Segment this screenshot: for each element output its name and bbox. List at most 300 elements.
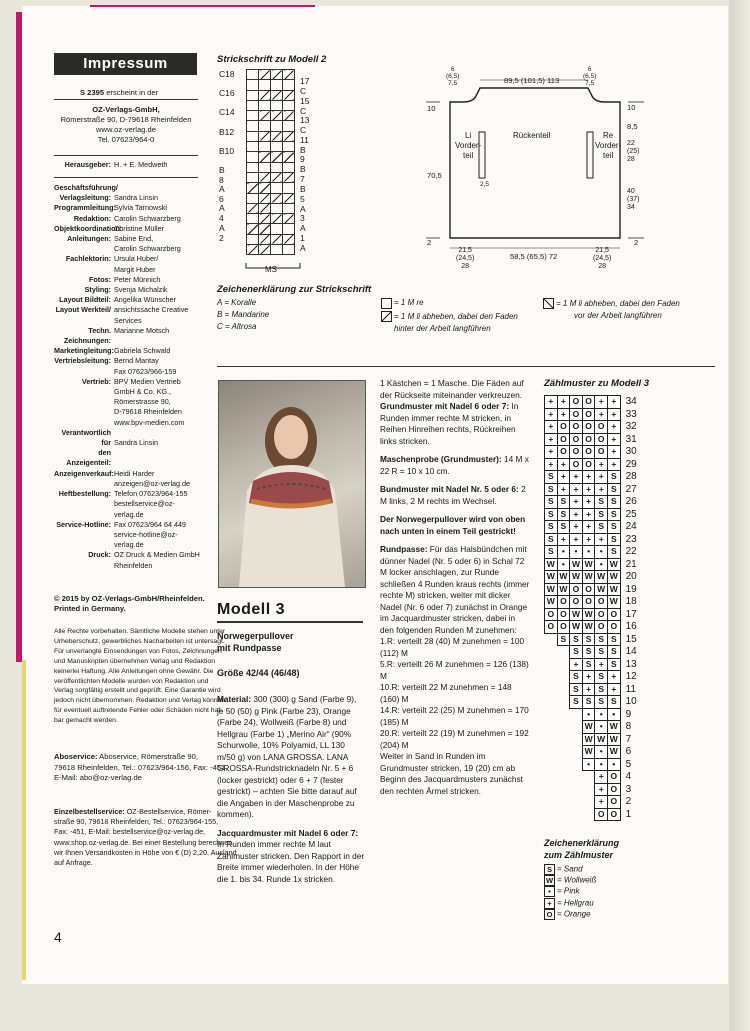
strick-cell — [247, 183, 259, 193]
strick-cell — [259, 142, 271, 152]
zaehlmuster-row-number: 29 — [625, 458, 637, 470]
staff-value: OZ Druck & Medien GmbH Rheinfelden — [114, 550, 200, 570]
zaehlmuster-cell: • — [594, 745, 608, 759]
strick-row-label: A 4 — [219, 203, 225, 224]
strick-cell — [271, 131, 283, 141]
staff-row — [54, 183, 204, 193]
staff-value: Svenja Michalzik — [114, 285, 168, 295]
strick-cell — [259, 121, 271, 131]
dim-side-10-right: 10 — [627, 103, 636, 112]
zaehlmuster-cell: O — [607, 770, 621, 784]
zaehlmuster-cell: S — [544, 495, 558, 509]
zaehlmuster-row-number: 26 — [625, 496, 637, 507]
publisher-block: OZ-Verlags-GmbH, Römerstraße 90, D-79618 Rheinfelden www.oz-verlag.de Tel. 07623/964-0 — [60, 105, 192, 145]
zaehlmuster-cell: + — [594, 395, 608, 409]
strick-cell — [247, 152, 259, 162]
zaehlmuster-cell: O — [594, 445, 608, 459]
zaehlmuster-cell: S — [569, 683, 583, 697]
modell-size: Größe 42/44 (46/48) — [217, 668, 300, 678]
label-back: Rückenteil — [513, 131, 551, 140]
staff-role: Marketingleitung: — [54, 346, 114, 356]
slip-back-symbol — [381, 311, 392, 322]
staff-list — [54, 183, 204, 571]
legend-item — [544, 875, 596, 886]
zaehlmuster-cell: S — [594, 520, 608, 534]
zaehlmuster-cell: O — [569, 420, 583, 434]
strick-cell — [247, 111, 259, 121]
dim-bottom-2-right: 2 — [634, 238, 639, 247]
zaehlmuster-cell: O — [582, 420, 596, 434]
legend-item — [544, 864, 583, 875]
strick-row-label: 3 A — [300, 213, 306, 234]
staff-row — [54, 305, 204, 325]
zaehlmuster-cell: S — [544, 470, 558, 484]
zaehlmuster-cell: S — [607, 658, 621, 672]
zaehlmuster-cell: + — [594, 483, 608, 497]
strick-cell — [271, 193, 283, 203]
page-number: 4 — [54, 929, 62, 945]
strick-cell — [259, 111, 271, 121]
strick-cell — [247, 100, 259, 110]
zaehlmuster-cell: + — [594, 470, 608, 484]
staff-row — [54, 489, 204, 520]
zaehlmuster-cell: W — [582, 570, 596, 584]
zaehlmuster-row-number: 5 — [625, 758, 632, 770]
zaehlmuster-row-number: 4 — [625, 771, 632, 782]
staff-role: Anzeigenverkauf: — [54, 468, 114, 478]
zaehlmuster-cell: W — [607, 558, 621, 572]
staff-role: Layout Werkteil/ — [55, 305, 111, 315]
zaehlmuster-cell: W — [582, 720, 596, 734]
staff-role: Service-Hotline: — [56, 519, 111, 529]
zaehlmuster-row-number: 31 — [625, 433, 637, 445]
staff-row — [54, 203, 204, 213]
zaehlmuster-cell: W — [607, 720, 621, 734]
strick-cell — [271, 172, 283, 182]
strick-cell — [283, 214, 295, 224]
strick-cell — [271, 162, 283, 172]
dim-side-22: 22 (25) 28 — [627, 140, 640, 163]
staff-role: Redaktion: — [73, 213, 111, 223]
dim-side-85: 8,5 — [627, 122, 638, 131]
strick-cell — [259, 183, 271, 193]
legend-text: = Orange — [557, 909, 591, 919]
strick-cell — [283, 70, 295, 80]
zaehlmuster-row-number: 24 — [625, 521, 637, 532]
zaehlmuster-row-number: 16 — [625, 621, 637, 632]
zaehlmuster-cell: S — [594, 695, 608, 709]
zaehlmuster-cell: S — [557, 520, 571, 534]
dim-bottom-middle: 58,5 (65,5) 72 — [510, 252, 558, 261]
zaehlmuster-cell: O — [594, 808, 608, 822]
impressum-heading: Impressum — [54, 53, 197, 75]
staff-value: BPV Medien Vertrieb GmbH & Co. KG., Römerstrasse 90, D-79618 Rheinfelden www.bpv-medien.com — [114, 376, 185, 427]
strick-cell — [259, 80, 271, 90]
zaehlmuster-row-number: 8 — [625, 721, 632, 732]
zaehlmuster-cell: + — [569, 483, 583, 497]
strick-cell — [259, 131, 271, 141]
zaehlmuster-cell: S — [569, 633, 583, 647]
page-edge-shadow — [729, 0, 750, 1031]
dim-shoulder-right: 6 (6,5) 7,5 — [583, 66, 597, 87]
zaehlmuster-cell: O — [569, 458, 583, 472]
zaehlmuster-cell: + — [607, 670, 621, 684]
zaehlmuster-cell: + — [594, 658, 608, 672]
zaehlmuster-cell: + — [582, 495, 596, 509]
strick-cell — [283, 121, 295, 131]
zaehlmuster-cell: • — [594, 720, 608, 734]
legend-sym3: = 1 M li abheben, dabei den Faden vor der Arbeit langführen — [556, 299, 680, 320]
top-pink-line — [90, 5, 315, 7]
zaehlmuster-row-number: 27 — [625, 483, 637, 495]
strick-cell — [271, 70, 283, 80]
zaehlmuster-cell: O — [582, 408, 596, 422]
staff-value: Sandra Linsin — [114, 193, 158, 203]
staff-role: Verlagsleitung: — [59, 193, 111, 203]
herausgeber-line: Herausgeber: H. + E. Medweth — [64, 160, 168, 169]
dim-side-10-left: 10 — [427, 104, 436, 113]
section-divider — [217, 366, 715, 367]
zaehlmuster-cell: + — [594, 533, 608, 547]
zaehlmuster-cell: W — [544, 570, 558, 584]
zaehlmuster-cell: + — [594, 770, 608, 784]
zaehlmuster-cell: W — [607, 583, 621, 597]
zaehlmuster-cell: + — [582, 683, 596, 697]
zaehlmuster-cell: O — [557, 420, 571, 434]
strick-cell — [283, 203, 295, 213]
zaehlmuster-title: Zählmuster zu Modell 3 — [544, 378, 650, 389]
strick-cell — [259, 152, 271, 162]
staff-row — [54, 469, 204, 489]
zaehlmuster-cell: + — [544, 433, 558, 447]
zaehlmuster-cell: W — [544, 583, 558, 597]
zaehlmuster-cell: O — [557, 608, 571, 622]
zaehlmuster-cell: S — [582, 645, 596, 659]
legend-text: = Hellgrau — [557, 898, 594, 908]
staff-value: Peter Münnich — [114, 274, 161, 284]
zaehlmuster-cell: O — [569, 408, 583, 422]
zaehlmuster-cell: + — [569, 520, 583, 534]
zaehlmuster-cell: + — [557, 470, 571, 484]
zaehlmuster-row-number: 22 — [625, 546, 637, 557]
zaehlmuster-cell: • — [582, 758, 596, 772]
zaehlmuster-cell: W — [557, 583, 571, 597]
zaehlmuster-row-number: 19 — [625, 583, 637, 595]
staff-row — [54, 285, 204, 295]
photo-figure — [219, 381, 365, 587]
staff-row — [54, 520, 204, 551]
legend-strickschrift-title: Zeichenerklärung zur Strickschrift — [217, 284, 372, 295]
zaehlmuster-cell: + — [594, 408, 608, 422]
zaehlmuster-cell: S — [582, 633, 596, 647]
strick-row-label: A 2 — [219, 222, 225, 243]
zaehlmuster-cell: W — [582, 733, 596, 747]
zaehlmuster-cell: • — [594, 758, 608, 772]
zaehlmuster-cell: W — [582, 620, 596, 634]
zaehlmuster-cell: S — [544, 533, 558, 547]
zaehlmuster-cell: + — [607, 445, 621, 459]
zaehlmuster-cell: + — [557, 408, 571, 422]
strick-cell — [283, 111, 295, 121]
strick-cell — [283, 131, 295, 141]
strick-cell — [247, 90, 259, 100]
strick-cell — [259, 90, 271, 100]
strickschrift-title: Strickschrift zu Modell 2 — [217, 54, 327, 65]
legend-symbol: S — [544, 864, 555, 875]
staff-role: Fotos: — [89, 274, 111, 284]
strick-cell — [247, 162, 259, 172]
zaehlmuster-cell: S — [607, 533, 621, 547]
staff-value: Sandra Linsin — [114, 438, 158, 448]
zaehlmuster-cell: O — [544, 608, 558, 622]
staff-value: ansichtssache Creative Services — [114, 305, 189, 325]
strick-cell — [283, 80, 295, 90]
legend-text: = Sand — [557, 864, 583, 874]
staff-row — [54, 346, 204, 356]
zaehlmuster-cell: O — [594, 595, 608, 609]
zaehlmuster-cell: + — [569, 658, 583, 672]
dim-bottom-right: 21,5 (24,5) 28 — [593, 247, 612, 270]
zaehlmuster-cell: O — [569, 583, 583, 597]
strick-cell — [247, 203, 259, 213]
zaehlmuster-cell: S — [582, 695, 596, 709]
zaehlmuster-row-number: 23 — [625, 533, 637, 545]
staff-role: Anleitungen: — [67, 234, 111, 244]
zaehlmuster-cell: S — [594, 670, 608, 684]
staff-role: Geschäftsführung/ — [54, 183, 118, 192]
zaehlmuster-cell: O — [607, 808, 621, 822]
zaehlmuster-cell: O — [557, 595, 571, 609]
zaehlmuster-cell: S — [607, 470, 621, 484]
strick-cell — [259, 203, 271, 213]
staff-row — [54, 326, 204, 346]
strick-cell — [271, 214, 283, 224]
staff-value: Christine Müller — [114, 223, 164, 233]
strick-cell — [247, 224, 259, 234]
zaehlmuster-cell: W — [557, 570, 571, 584]
zaehlmuster-cell: + — [607, 458, 621, 472]
zaehlmuster-cell: • — [582, 708, 596, 722]
strick-row-label: 7 B — [300, 174, 306, 194]
strick-row-label: B10 — [219, 145, 235, 156]
zaehlmuster-cell: O — [594, 433, 608, 447]
strick-row-label: 9 B — [300, 154, 306, 175]
zaehlmuster-cell: O — [607, 783, 621, 797]
zaehlmuster-cell: + — [569, 470, 583, 484]
zaehlmuster-cell: S — [607, 483, 621, 497]
zaehlmuster-cell: S — [607, 545, 621, 559]
modell-text-left: Material: 300 (300) g Sand (Farbe 9), je 50 (50) g Pink (Farbe 23), Orange (Farbe 24), Wollweiß (Farbe 8) und Hellgrau (Farbe 1) „Merino Air“ (90% Schurwolle, 10% Polyamid, LL 130 m/50 g) von LANA GROSSA. LANA GROSSA-Rundstricknadeln Nr. 5 + 6 (locker gestrickt) oder 6 + 7 (fester gestrickt) – achten Sie bitte darauf auf die Angaben in der Maschenprobe zu kommen). Jacquardmuster mit Nadel 6 oder 7: In Runden immer rechte M laut Zählmuster stricken. Den Rapport in der Breite immer wiederholen. In der Höhe die 1. bis 34. Runde 1x stricken. — [217, 694, 365, 884]
zaehlmuster-cell: O — [544, 620, 558, 634]
strick-cell — [271, 203, 283, 213]
zaehlmuster-cell: O — [582, 445, 596, 459]
zaehlmuster-cell: W — [594, 570, 608, 584]
zaehlmuster-cell: + — [557, 395, 571, 409]
staff-role: Vertriebsleitung: — [54, 356, 111, 366]
zaehlmuster-cell: W — [544, 558, 558, 572]
zaehlmuster-cell: + — [582, 533, 596, 547]
strickschrift-grid — [246, 69, 295, 255]
zaehlmuster-cell: O — [607, 620, 621, 634]
zaehlmuster-cell: W — [594, 583, 608, 597]
legend-colors: A = Koralle B = Mandarine C = Altrosa — [217, 298, 270, 331]
slip-front-symbol — [543, 298, 554, 309]
staff-role: Layout Bildteil: — [59, 295, 111, 305]
staff-role: Programmleitung: — [54, 203, 116, 213]
strick-row-label: C18 — [219, 69, 235, 79]
strick-row-label: 15 C — [300, 95, 310, 116]
zaehlmuster-cell: • — [557, 558, 571, 572]
strick-cell — [259, 70, 271, 80]
strick-cell — [259, 172, 271, 182]
staff-role: Heftbestellung: — [58, 489, 111, 499]
zaehlmuster-cell: S — [607, 520, 621, 534]
zaehlmuster-cell: O — [557, 433, 571, 447]
zaehlmuster-cell: S — [544, 483, 558, 497]
zaehlmuster-row-number: 7 — [625, 733, 632, 745]
zaehlmuster-cell: + — [569, 508, 583, 522]
zaehlmuster-cell: • — [594, 558, 608, 572]
staff-row — [54, 356, 204, 376]
zaehlmuster-cell: W — [607, 570, 621, 584]
copyright: © 2015 by OZ-Verlags-GmbH/Rheinfelden. Printed in Germany. — [54, 594, 205, 613]
strick-cell — [283, 234, 295, 244]
zaehlmuster-cell: S — [569, 645, 583, 659]
yellow-margin-bar — [22, 660, 26, 980]
strick-cell — [271, 100, 283, 110]
dim-bottom-2-left: 2 — [427, 238, 432, 247]
zaehlmuster-cell: + — [607, 395, 621, 409]
divider — [54, 177, 198, 178]
zaehlmuster-cell: O — [569, 395, 583, 409]
zaehlmuster-cell: S — [607, 495, 621, 509]
knit-symbol — [381, 298, 392, 309]
legend-symbol: O — [544, 909, 555, 920]
legend-text: = Pink — [557, 887, 580, 896]
zaehlmuster-cell: + — [607, 683, 621, 697]
staff-row — [54, 275, 204, 285]
strick-cell — [271, 90, 283, 100]
zaehlmuster-cell: O — [582, 395, 596, 409]
zaehlmuster-cell: S — [544, 520, 558, 534]
legend-symbol: • — [544, 886, 555, 897]
strick-cell — [271, 234, 283, 244]
strick-cell — [247, 70, 259, 80]
zaehlmuster-row-number: 14 — [625, 646, 637, 657]
zaehlmuster-cell: + — [607, 433, 621, 447]
staff-role: Vertrieb: — [81, 376, 111, 386]
strick-cell — [283, 90, 295, 100]
model-photo — [218, 380, 366, 588]
ms-bracket — [245, 262, 301, 270]
staff-value: Heidi Harder anzeigen@oz-verlag.de — [114, 468, 191, 488]
zaehlmuster-cell: O — [569, 445, 583, 459]
legend-sym1: = 1 M re — [394, 298, 424, 307]
strick-cell — [283, 193, 295, 203]
zaehlmuster-row-number: 11 — [625, 683, 636, 695]
zaehlmuster-cell: + — [569, 495, 583, 509]
zaehlmuster-row-number: 33 — [625, 408, 637, 420]
strick-row-label: 11 B — [300, 134, 309, 155]
ms-label: MS — [265, 265, 277, 274]
legend-zaehlmuster-title: Zeichenerklärung zum Zählmuster — [544, 838, 620, 860]
zaehlmuster-cell: W — [569, 620, 583, 634]
zaehlmuster-row-number: 21 — [625, 558, 637, 570]
zaehlmuster-cell: + — [557, 483, 571, 497]
zaehlmuster-cell: + — [582, 470, 596, 484]
zaehlmuster-cell: • — [582, 545, 596, 559]
zaehlmuster-cell: • — [594, 545, 608, 559]
zaehlmuster-cell: + — [544, 408, 558, 422]
strick-cell — [247, 193, 259, 203]
legend-item — [544, 886, 579, 897]
strick-cell — [259, 162, 271, 172]
strick-cell — [271, 80, 283, 90]
staff-row — [54, 377, 204, 428]
zaehlmuster-cell: W — [607, 745, 621, 759]
strick-cell — [247, 172, 259, 182]
zaehlmuster-row-number: 25 — [625, 508, 637, 520]
strick-row-label: B 8 — [219, 165, 225, 185]
zaehlmuster-cell: W — [607, 733, 621, 747]
divider — [54, 155, 198, 156]
schnitt-diagram — [420, 62, 650, 272]
zaehlmuster-cell: W — [569, 608, 583, 622]
strick-cell — [259, 224, 271, 234]
zaehlmuster-cell: O — [582, 433, 596, 447]
staff-value: Marianne Motsch — [114, 325, 170, 335]
strick-cell — [271, 121, 283, 131]
staff-role: Fachlektorin: — [65, 254, 111, 264]
dim-pocket: 2,5 — [480, 181, 490, 188]
zaehlmuster-cell: O — [557, 445, 571, 459]
zaehlmuster-cell: S — [607, 645, 621, 659]
strick-cell — [271, 224, 283, 234]
staff-row — [54, 254, 204, 274]
strick-cell — [247, 121, 259, 131]
zaehlmuster-row-number: 12 — [625, 671, 637, 682]
staff-row — [54, 224, 204, 234]
modell-text-right: 1 Kästchen = 1 Masche. Die Fäden auf der Rückseite miteinander verkreuzen. Grundmuster mit Nadel 6 oder 7: In Runden immer rechte M stricken, in Reihen Hinreihen rechts, Rückreihen links stricken. Maschenprobe (Grundmuster): 14 M x 22 R = 10 x 10 cm. Bundmuster mit Nadel Nr. 5 oder 6: 2 M links, 2 M rechts im Wechsel. Der Norwegerpullover wird von oben nach unten in einem Teil gestrickt! Rundpasse: Für das Halsbündchen mit dünner Nadel (Nr. 5 oder 6) in Schal 72 M locker anschlagen, zur Runde schließen 4 Runden kraus rechts (immer rechte M) stricken, weiter mit dicker Nadel (Nr. 6 oder 7) zunächst in Orange im Jacquardmuster stricken, dabei in den folgenden Runden M zunehmen: 1.R: verteilt 28 (40) M zunehmen = 100 (112) M 5.R: verteilt 26 M zunehmen = 126 (138) M 10.R: verteilt 22 M zunehmen = 148 (160) M 14.R: verteilt 22 (25) M zunehmen = 170 (185) M 20.R: verteilt 22 (19) M zunehmen = 192 (204) M Weiter in Sand in Runden im Grundmuster stricken, 19 (20) cm ab Beginn des Jacquardmusters zunächst den rechten Ärmel stricken. — [380, 378, 530, 796]
zaehlmuster-cell: O — [557, 620, 571, 634]
staff-row — [54, 234, 204, 254]
zaehlmuster-cell: S — [557, 495, 571, 509]
zaehlmuster-row-number: 3 — [625, 783, 632, 795]
zaehlmuster-cell: S — [594, 495, 608, 509]
zaehlmuster-cell: W — [582, 558, 596, 572]
zaehlmuster-cell: W — [544, 595, 558, 609]
dim-side-40: 40 (37) 34 — [627, 188, 640, 211]
zaehlmuster-cell: • — [594, 708, 608, 722]
strick-cell — [259, 245, 271, 255]
zaehlmuster-cell: S — [569, 695, 583, 709]
strick-cell — [247, 245, 259, 255]
rights-notice: Alle Rechte vorbehalten. Sämtliche Modelle stehen unter Urheberschutz, gewerbliches Nacharbeiten ist untersagt. Für unverlangte Einsendungen von Fotos, Zeichnungen und Manuskripten übernehmen Verlag und Redaktion keinerlei Haftung. Alle Anleitungen ohne Gewähr. Die veröffentlichten Modelle wurden von Redaktion und Verlag sorgfältig erstellt und geprüft. Eine Garantie wird jedoch nicht übernommen. Redaktion und Verlag können für eventuell auftretende Fehler oder Schäden nicht haf- bar gemacht werden. — [54, 628, 226, 725]
strick-cell — [247, 214, 259, 224]
staff-role: Styling: — [84, 285, 111, 295]
strick-row-label: B12 — [219, 126, 235, 137]
strick-row-label: 17 C — [300, 76, 310, 96]
zaehlmuster-row-number: 17 — [625, 608, 637, 620]
legend-item — [544, 909, 591, 920]
zaehlmuster-cell: O — [594, 620, 608, 634]
zaehlmuster-row-number: 15 — [625, 633, 637, 645]
zaehlmuster-cell: S — [594, 645, 608, 659]
legend-text: = Wollweiß — [557, 875, 597, 885]
dim-bottom-left: 21,5 (24,5) 28 — [456, 247, 475, 270]
zaehlmuster-cell: O — [569, 595, 583, 609]
legend-item — [544, 898, 594, 909]
